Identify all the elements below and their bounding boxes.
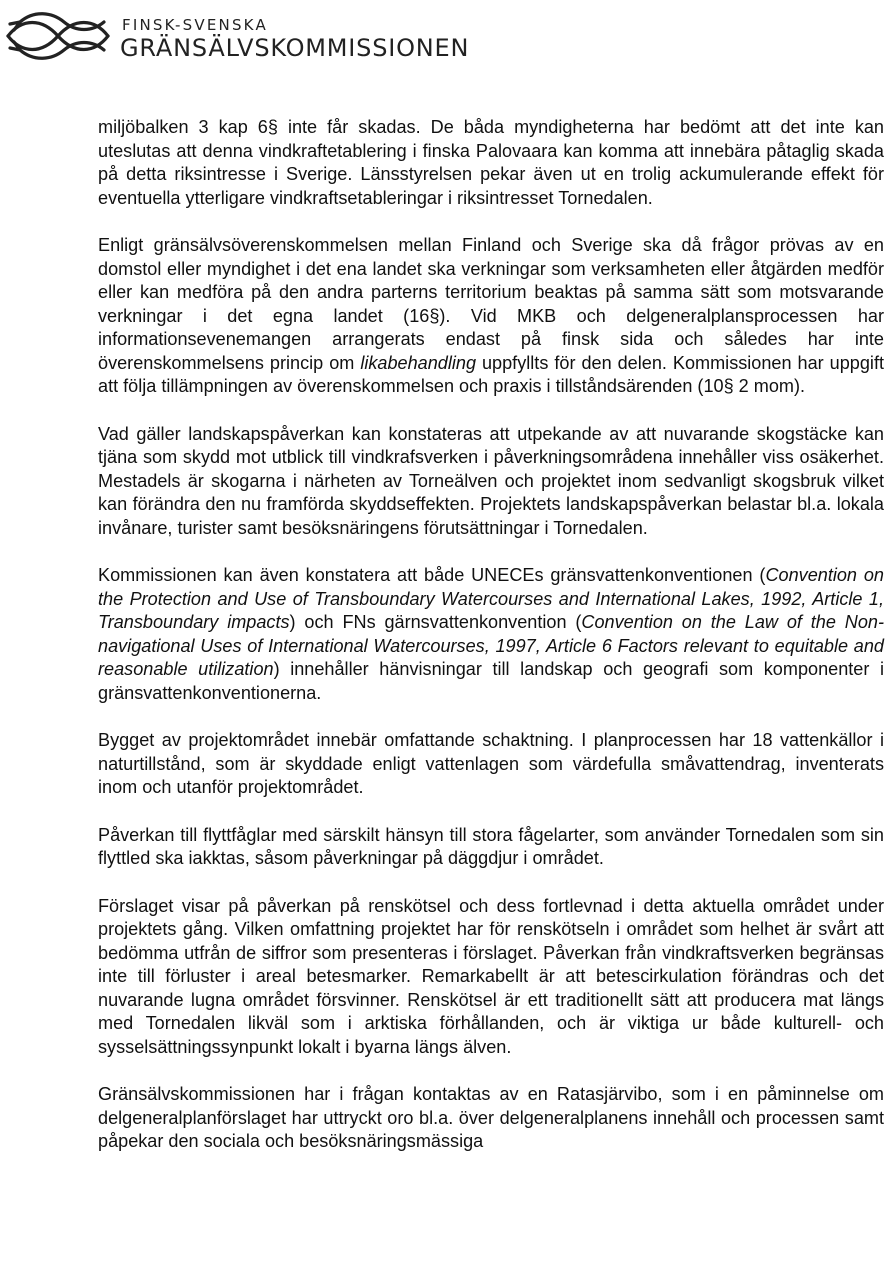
text-segment: Vad gäller landskapspåverkan kan konstateras att utpekande av att nuvarande skogstäcke kan tjäna som skydd mot utblick till vindkrafsverken i påverkningsområdena innehåller viss osäkerhet. Mestadels är skogarna i närheten av Torneälven och projektet inom sedvanligt skogsbruk vilket kan förändra den nu framförda skyddseffekten. Projektets landskapspåverkan belastar bl.a. lokala invånare, turister samt besöksnäringens förutsättningar i Tornedalen. — [98, 423, 884, 538]
org-name-top: FINSK-SVENSKA — [122, 16, 268, 34]
text-segment: Bygget av projektområdet innebär omfattande schaktning. I planprocessen har 18 vattenkällor i naturtillstånd, som är skyddade enligt vattenlagen som värdefulla småvattendrag, inventerats inom och utanför projektområdet. — [98, 730, 884, 797]
text-segment: uppfyllts för den delen. Kommissionen har uppgift att följa tillämpningen av överenskommelsen och praxis i tillståndsärenden (10§ 2 mom). — [98, 352, 884, 396]
paragraph — [98, 729, 884, 800]
text-segment: ) innehåller hänvisningar till landskap och geografi som komponenter i gränsvattenkonventionerna. — [98, 659, 884, 703]
interlaced-fish-logo-icon — [4, 8, 112, 64]
letterhead — [4, 4, 470, 70]
paragraph — [98, 116, 884, 210]
paragraph — [98, 423, 884, 541]
text-segment: Enligt gränsälvsöverenskommelsen mellan Finland och Sverige ska då frågor prövas av en domstol eller myndighet i det ena landet ska verkningar som verksamheten eller åtgärden medför eller kan medföra på den andra parterns territorium beaktas på samma sätt som motsvarande verkningar i det egna landet (16§). Vid MKB och delgeneralplansprocessen har informationsevenemangen arrangerats endast på finsk sida och således har inte överenskommelsens princip om — [98, 235, 884, 373]
text-segment: ) och FNs gärnsvattenkonvention ( — [289, 612, 582, 632]
italic-text-segment: Convention on the Protection and Use of Transboundary Watercourses and International Lakes, 1992, Article 1, Transboundary impacts — [98, 565, 884, 632]
text-segment: miljöbalken 3 kap 6§ inte får skadas. De båda myndigheterna har bedömt att det inte kan uteslutas att denna vindkraftetablering i finska Palovaara kan komma att innebära påtaglig skada på detta riksintresse i Sverige. Länsstyrelsen pekar även ut en trolig ackumulerande effekt för eventuella ytterligare vindkraftsetableringar i riksintresset Tornedalen. — [98, 117, 884, 208]
paragraph — [98, 895, 884, 1060]
text-segment: Gränsälvskommissionen har i frågan kontaktas av en Ratasjärvibo, som i en påminnelse om delgeneralplanförslaget har uttryckt oro bl.a. över delgeneralplanens innehåll och processen samt påpekar den sociala och besöksnäringsmässiga — [98, 1084, 884, 1151]
italic-text-segment: likabehandling — [360, 352, 477, 373]
text-segment: Påverkan till flyttfåglar med särskilt hänsyn till stora fågelarter, som använder Tornedalen som sin flyttled ska iakktas, såsom påverkningar på däggdjur i området. — [98, 824, 884, 868]
paragraph — [98, 824, 884, 871]
paragraph — [98, 564, 884, 705]
paragraph — [98, 1083, 884, 1154]
document-body — [98, 116, 884, 1154]
text-segment: Förslaget visar på påverkan på renskötsel och dess fortlevnad i detta aktuella området under projektets gång. Vilken omfattning projektet har för renskötseln i området som helhet är svårt att bedömma utfrån de siffror som presenteras i förslaget. Påverkan från vindkraftsverken begränsas inte till förluster i areal betesmarker. Remarkabellt är att betescirkulation förändras och det nuvarande lugna området försvinner. Renskötsel är ett traditionellt sätt att producera mat längs med Tornedalen likväl som i arktiska förhållanden, och är viktiga ur både kulturell- och sysselsättningssynpunkt lokalt i byarna längs älven. — [98, 895, 884, 1057]
italic-text-segment: Convention on the Law of the Non-navigational Uses of International Watercourses, 1997, Article 6 Factors relevant to equitable and reasonable utilization — [98, 612, 884, 679]
paragraph — [98, 234, 884, 399]
text-segment: Kommissionen kan även konstatera att både UNECEs gränsvattenkonventionen ( — [98, 565, 766, 585]
org-name-main: GRÄNSÄLVSKOMMISSIONEN — [120, 34, 470, 62]
